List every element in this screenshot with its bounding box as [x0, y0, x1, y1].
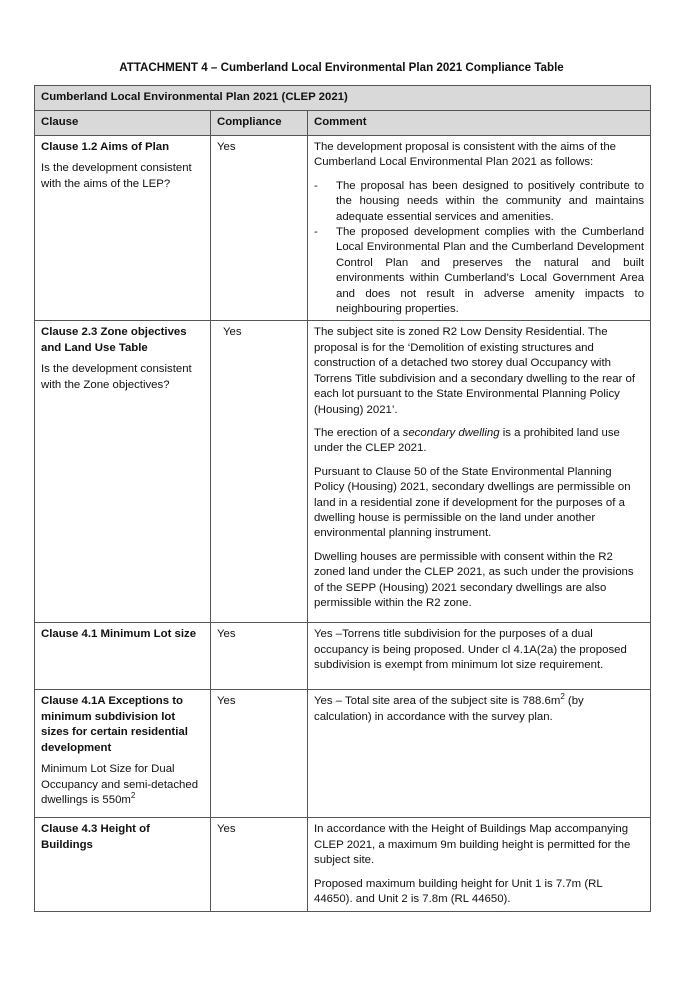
compliance-table	[34, 85, 651, 912]
comment-paragraph: The subject site is zoned R2 Low Density Residential. The proposal is for the ‘Demolition of existing structures and construction of a detached two storey dual Occupancy with Torrens Title subdivision and a secondary dwelling to the rear of each lot pursuant to the State Environmental Planning Policy (Housing) 2021’.	[314, 326, 636, 416]
emphasis-text: secondary dwelling	[402, 426, 500, 439]
page-title: ATTACHMENT 4 – Cumberland Local Environmental Plan 2021 Compliance Table	[119, 61, 564, 74]
clause-cell	[35, 818, 211, 911]
comment-cell: Yes –Torrens title subdivision for the purposes of a dual occupancy is being proposed. Under cl 4.1A(2a) the proposed subdivision is exempt from minimum lot size requirement.	[308, 623, 651, 690]
compliance-cell: Yes	[211, 690, 308, 818]
compliance-cell: Yes	[211, 818, 308, 911]
comment-paragraph: Pursuant to Clause 50 of the State Environmental Planning Policy (Housing) 2021, secondary dwellings are permissible on land in a residential zone if development for the purposes of a dwelling house is permissible on the land under another environmental planning instrument.	[314, 465, 631, 540]
clause-title: Clause 4.1 Minimum Lot size	[41, 628, 197, 641]
clause-title: Clause 4.1A Exceptions to minimum subdivision lot sizes for certain residential development	[41, 695, 188, 754]
comment-paragraph: The erection of a secondary dwelling is a prohibited land use under the CLEP 2021.	[314, 426, 620, 455]
table-caption-row	[35, 86, 651, 111]
table-row	[35, 623, 651, 690]
table-header-row	[35, 111, 651, 136]
clause-cell	[35, 623, 211, 690]
comment-cell	[308, 818, 651, 911]
column-header-compliance: Compliance	[211, 111, 308, 136]
comment-paragraph: Dwelling houses are permissible with consent within the R2 zoned land under the CLEP 2021, as such under the provisions of the SEPP (Housing) 2021 secondary dwellings are also permissible within the R2 zone.	[314, 550, 634, 609]
clause-title: Clause 2.3 Zone objectives and Land Use Table	[41, 326, 187, 354]
comment-paragraph: In accordance with the Height of Buildings Map accompanying CLEP 2021, a maximum 9m building height is permitted for the subject site.	[314, 823, 631, 867]
compliance-cell: Yes	[211, 623, 308, 690]
comment-bullet-list	[314, 179, 644, 318]
table-row	[35, 690, 651, 818]
clause-question: Is the development consistent with the Zone objectives?	[41, 363, 192, 391]
bullet-text: The proposal has been designed to positively contribute to the housing needs within the community and maintains adequate essential services and amenities.	[336, 179, 645, 223]
comment-cell	[308, 321, 651, 623]
comment-cell: Yes – Total site area of the subject site is $788.6m^2$ (by calculation) in accordance with the survey plan.	[308, 690, 651, 818]
comment-intro: The development proposal is consistent with the aims of the Cumberland Local Environmental Plan 2021 as follows:	[314, 141, 617, 169]
clause-cell	[35, 136, 211, 321]
clause-title: Clause 4.3 Height of Buildings	[41, 823, 150, 851]
clause-cell	[35, 690, 211, 818]
compliance-cell: Yes	[211, 136, 308, 321]
comment-paragraph: Proposed maximum building height for Unit 1 is 7.7m (RL 44650). and Unit 2 is 7.8m (RL 44650).	[314, 877, 603, 906]
table-row	[35, 321, 651, 623]
clause-question: Is the development consistent with the aims of the LEP?	[41, 162, 192, 190]
table-row	[35, 136, 651, 321]
table-row	[35, 818, 651, 911]
table-caption: Cumberland Local Environmental Plan 2021 (CLEP 2021)	[35, 86, 651, 111]
column-header-clause: Clause	[35, 111, 211, 136]
list-item: - The proposed development complies with the Cumberland Local Environmental Plan and the Cumberland Development Control Plan and preserves the natural and built environments within Cumberland’s Local Government Area and does not result in adverse amenity impacts to neighbouring properties.	[314, 226, 645, 316]
clause-title: Clause 1.2 Aims of Plan	[41, 141, 170, 153]
list-item: - The proposal has been designed to positively contribute to the housing needs within the community and maintains adequate essential services and amenities.	[314, 179, 645, 223]
comment-cell	[308, 136, 651, 321]
clause-cell	[35, 321, 211, 623]
clause-note: Minimum Lot Size for Dual Occupancy and semi-detached dwellings is $550m^2$	[41, 763, 199, 806]
compliance-cell	[211, 321, 308, 623]
column-header-comment: Comment	[308, 111, 651, 136]
compliance-value: Yes	[223, 326, 242, 339]
bullet-text: The proposed development complies with the Cumberland Local Environmental Plan and the Cumberland Development Control Plan and preserves the natural and built environments within Cumberland’s Local Government Area and does not result in adverse amenity impacts to neighbouring properties.	[336, 226, 645, 316]
